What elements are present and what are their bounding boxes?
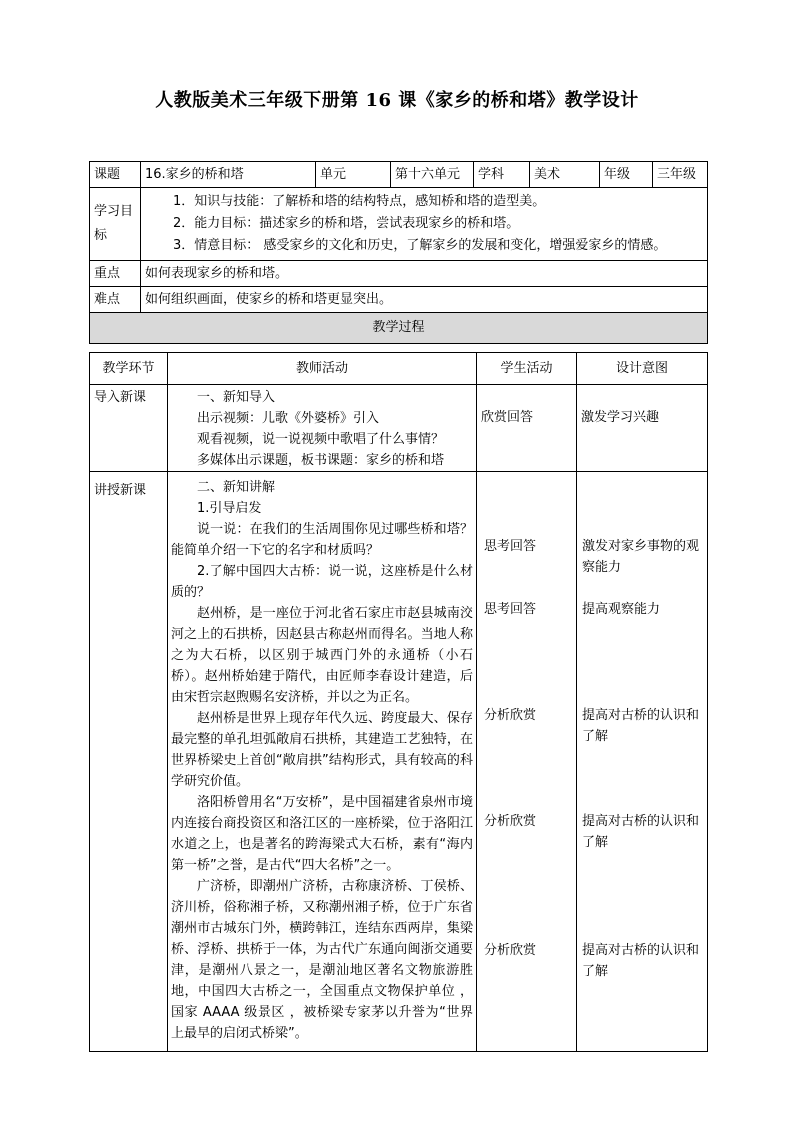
header-stage: 教学环节 [90, 353, 168, 385]
header-student: 学生活动 [477, 353, 577, 385]
info-row [90, 162, 708, 188]
difficulty-label: 难点 [90, 287, 141, 313]
stage-row [90, 385, 708, 472]
student-activity: 欣赏回答 [477, 385, 577, 472]
page-title: 人教版美术三年级下册第 16 课《家乡的桥和塔》教学设计 [155, 90, 639, 111]
teacher-paragraph: 赵州桥是世界上现存年代久远、跨度最大、保存最完整的单孔坦弧敞肩石拱桥，其建造工艺独特，在世界桥梁史上首创“敞肩拱”结构形式，具有较高的科学研究价值。 [171, 711, 473, 789]
difficulty-value: 如何组织画面，使家乡的桥和塔更显突出。 [141, 287, 708, 313]
subject-label: 学科 [474, 162, 530, 188]
key-row [90, 261, 708, 287]
teacher-paragraph: 洛阳桥曾用名“万安桥”，是中国福建省泉州市境内连接台商投资区和洛江区的一座桥梁，位于洛阳江水道之上，也是著名的跨海梁式大石桥，素有“海内第一桥”之誉，是古代“四大名桥”之一。 [171, 795, 473, 873]
process-heading: 教学过程 [90, 313, 708, 344]
topic-label: 课题 [90, 162, 141, 188]
intent-item: 提高对古桥的认识和了解 [582, 943, 700, 979]
teacher-line: 多媒体出示课题，板书课题：家乡的桥和塔 [197, 453, 445, 468]
teacher-activity [168, 385, 477, 472]
teacher-line: 二、新知讲解 [197, 480, 276, 495]
goals-row [90, 188, 708, 261]
student-item: 分析欣赏 [484, 943, 537, 958]
design-intent: 激发学习兴趣 [577, 385, 708, 472]
teacher-line: 一、新知导入 [197, 390, 276, 405]
process-table [89, 352, 708, 1052]
teacher-paragraph: 赵州桥，是一座位于河北省石家庄市赵县城南洨河之上的石拱桥，因赵县古称赵州而得名。当地人称之为大石桥，以区别于城西门外的永通桥（小石桥）。赵州桥始建于隋代，由匠师李春设计建造，后由宋哲宗赵煦赐名安济桥，并以之为正名。 [171, 606, 473, 705]
teacher-paragraph: 2.了解中国四大古桥：说一说，这座桥是什么材质的？ [171, 564, 473, 600]
goal-item: 1．知识与技能：了解桥和塔的结构特点，感知桥和塔的造型美。 [173, 194, 546, 209]
intent-item: 提高观察能力 [582, 602, 661, 617]
teacher-line: 观看视频，说一说视频中歌唱了什么事情？ [197, 432, 445, 447]
student-item: 思考回答 [484, 539, 537, 554]
grade-label: 年级 [600, 162, 653, 188]
intent-item: 激发对家乡事物的观察能力 [582, 539, 700, 575]
unit-value: 第十六单元 [391, 162, 474, 188]
key-value: 如何表现家乡的桥和塔。 [141, 261, 708, 287]
unit-label: 单元 [316, 162, 391, 188]
goals-cell [141, 188, 708, 261]
stage-name: 讲授新课 [90, 472, 168, 1052]
difficulty-row [90, 287, 708, 313]
teacher-line: 1.引导启发 [197, 501, 262, 516]
process-heading-row [90, 313, 708, 344]
teacher-activity [168, 472, 477, 1052]
subject-value: 美术 [530, 162, 600, 188]
goal-item: 2．能力目标：描述家乡的桥和塔，尝试表现家乡的桥和塔。 [173, 216, 520, 231]
intent-item: 提高对古桥的认识和了解 [582, 708, 700, 744]
goals-label: 学习目标 [90, 188, 141, 261]
teacher-line: 出示视频：儿歌《外婆桥》引入 [197, 411, 380, 426]
stage-row [90, 472, 708, 1052]
student-activity [477, 472, 577, 1052]
info-table [89, 161, 708, 344]
design-intent [577, 472, 708, 1052]
process-header-row [90, 353, 708, 385]
teacher-paragraph: 广济桥，即潮州广济桥，古称康济桥、丁侯桥、济川桥，俗称湘子桥，又称潮州湘子桥，位于广东省潮州市古城东门外，横跨韩江，连结东西两岸，集梁桥、浮桥、拱桥于一体，为古代广东通向闽浙交通要津，是潮州八景之一，是潮汕地区著名文物旅游胜地，中国四大古桥之一，全国重点文物保护单位 ，国家 AAAA 级景区 ，被桥梁专家茅以升誉为“世界上最早的启闭式桥梁”。 [171, 879, 473, 1041]
header-teacher: 教师活动 [168, 353, 477, 385]
topic-value: 16.家乡的桥和塔 [141, 162, 316, 188]
student-item: 思考回答 [484, 602, 537, 617]
header-intent: 设计意图 [577, 353, 708, 385]
intent-item: 提高对古桥的认识和了解 [582, 814, 700, 850]
student-item: 分析欣赏 [484, 708, 537, 723]
grade-value: 三年级 [653, 162, 708, 188]
teacher-paragraph: 说一说：在我们的生活周围你见过哪些桥和塔？能简单介绍一下它的名字和材质吗？ [171, 522, 473, 558]
student-item: 分析欣赏 [484, 814, 537, 829]
stage-name: 导入新课 [90, 385, 168, 472]
goal-item: 3．情意目标： 感受家乡的文化和历史，了解家乡的发展和变化，增强爱家乡的情感。 [173, 238, 667, 253]
key-label: 重点 [90, 261, 141, 287]
